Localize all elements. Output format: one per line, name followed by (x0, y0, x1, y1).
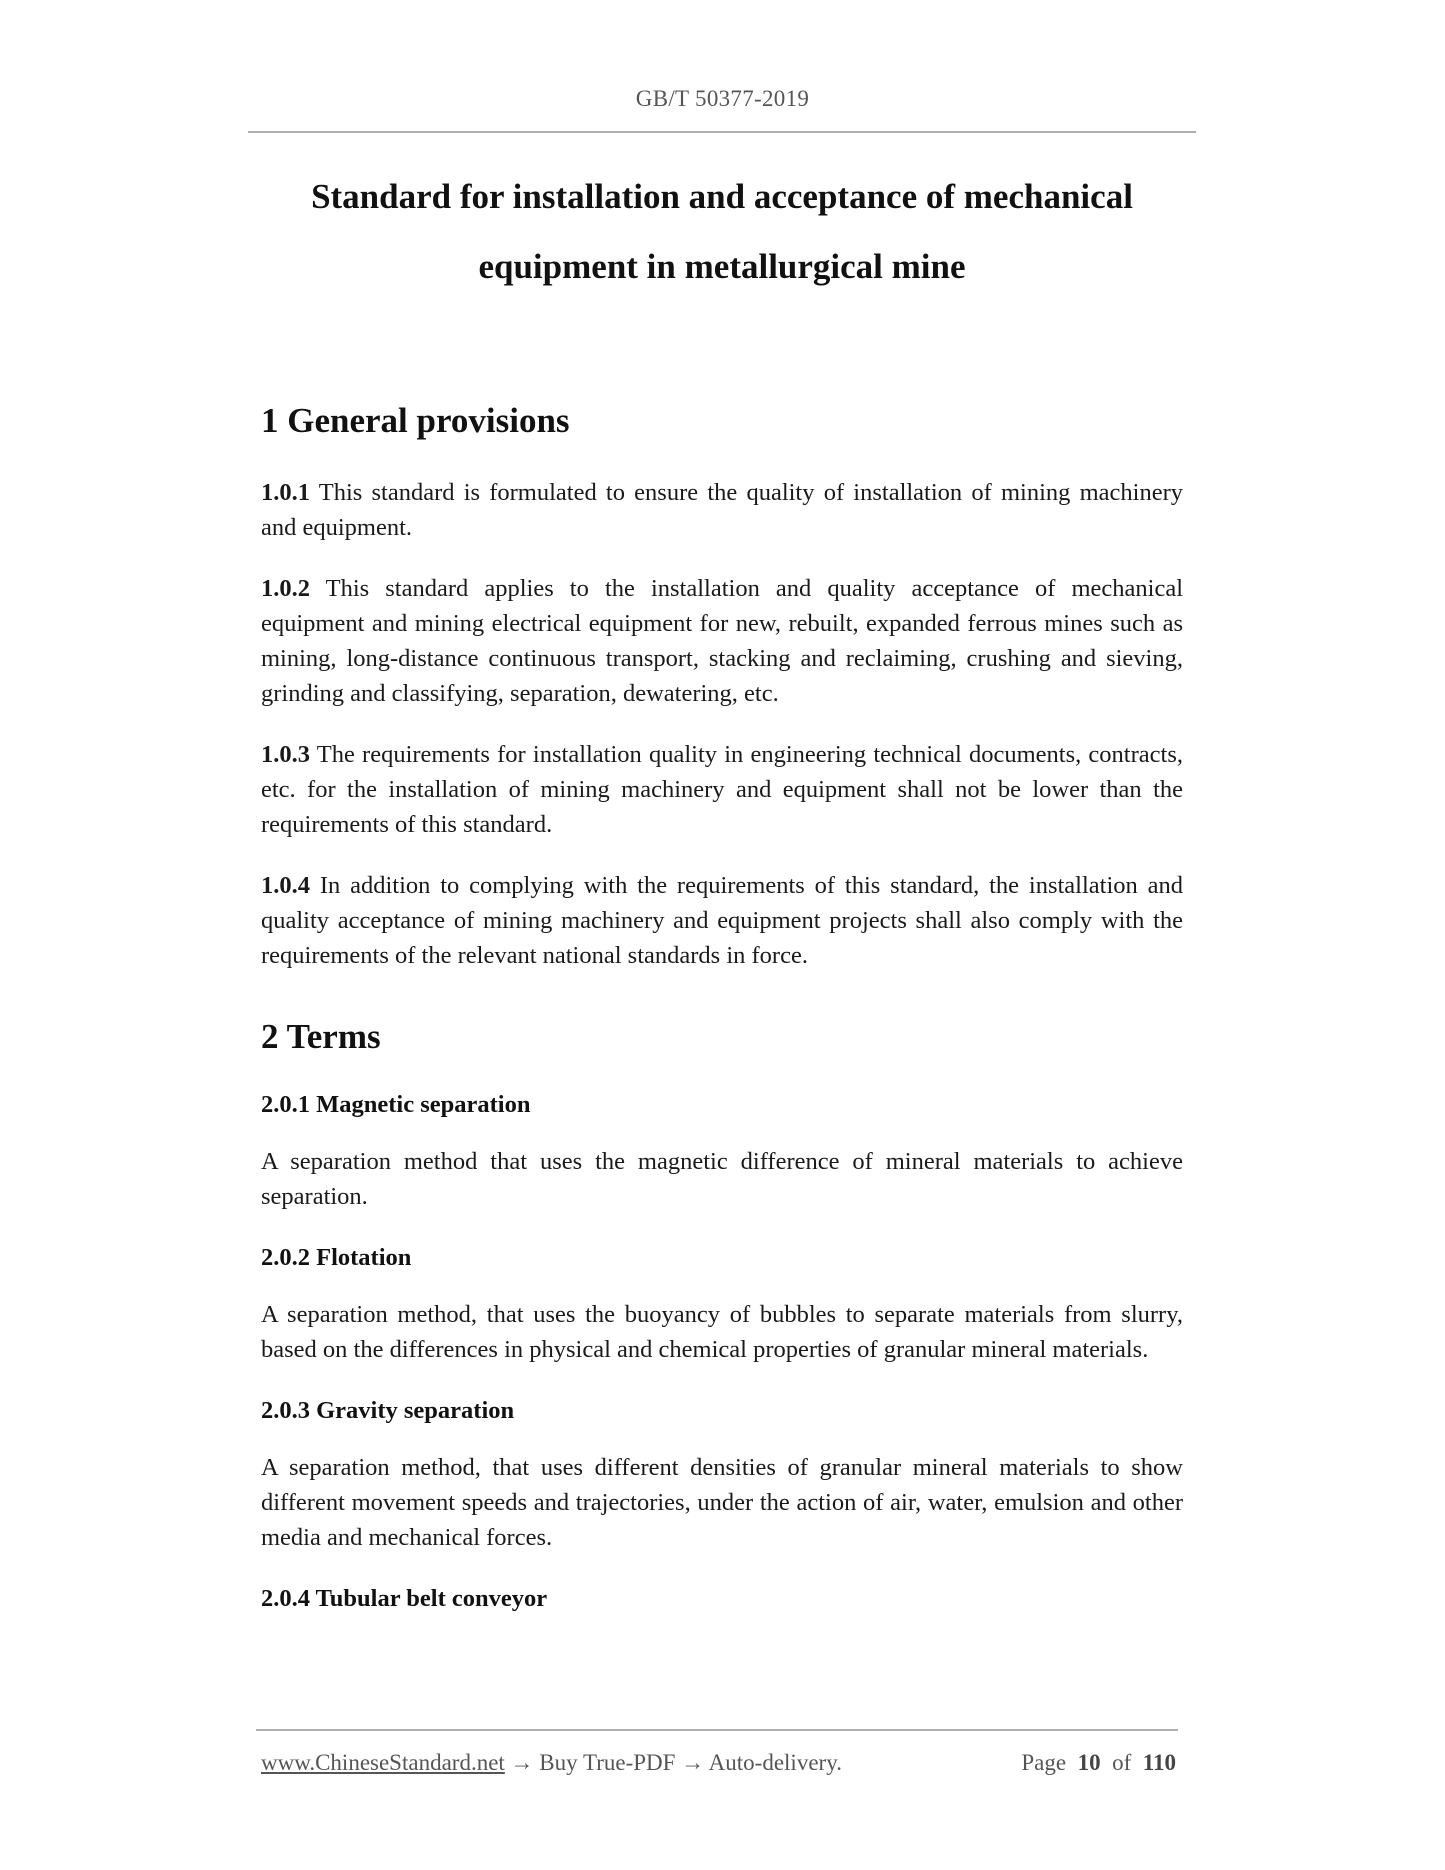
section-heading-general-provisions: 1 General provisions (261, 401, 570, 440)
running-header: GB/T 50377-2019 (635, 86, 810, 111)
clause-text: In addition to complying with the requirements of this standard, the installation and quality acceptance of mining machinery and equipment projects shall also comply with the requirements of the relevant national standards in force. (261, 872, 1183, 969)
term-definition-flotation: A separation method, that uses the buoyancy of bubbles to separate materials from slurry, based on the differences in physical and chemical properties of granular mineral materials. (261, 1301, 1183, 1363)
clause-1-0-2 (261, 571, 1183, 711)
total-page-count: 110 (1142, 1750, 1176, 1775)
clause-1-0-1 (261, 475, 1183, 545)
term-definition-magnetic-separation: A separation method that uses the magnetic difference of mineral materials to achieve separation. (261, 1148, 1183, 1210)
website-link[interactable]: www.ChineseStandard.net (261, 1750, 505, 1775)
clause-number: 1.0.2 (261, 575, 310, 602)
footer-divider (256, 1729, 1178, 1731)
clause-1-0-4 (261, 868, 1183, 973)
clause-number: 1.0.3 (261, 741, 310, 768)
document-title (248, 162, 1196, 302)
arrow-right-icon: → (675, 1750, 709, 1775)
clause-text: This standard applies to the installation and quality acceptance of mechanical equipment and mining electrical equipment for new, rebuilt, expanded ferrous mines such as mining, long-distance continuous transport, stacking and reclaiming, crushing and sieving, grinding and classifying, separation, dewatering, etc. (261, 575, 1183, 707)
clause-1-0-3 (261, 737, 1183, 842)
page-of-label: of (1112, 1750, 1132, 1775)
buy-true-pdf-text: Buy True-PDF (539, 1750, 676, 1775)
main-content (261, 395, 1183, 1638)
document-title-line-2: equipment in metallurgical mine (478, 247, 966, 286)
clause-text: This standard is formulated to ensure the quality of installation of mining machinery and equipment. (261, 479, 1183, 541)
auto-delivery-text: Auto-delivery. (708, 1750, 842, 1775)
document-title-line-1: Standard for installation and acceptance of mechanical (311, 177, 1133, 216)
term-title-flotation: 2.0.2 Flotation (261, 1244, 412, 1271)
term-title-tubular-belt-conveyor: 2.0.4 Tubular belt conveyor (261, 1585, 548, 1612)
term-title-gravity-separation: 2.0.3 Gravity separation (261, 1397, 515, 1424)
term-title-magnetic-separation: 2.0.1 Magnetic separation (261, 1091, 531, 1118)
arrow-right-icon: → (504, 1750, 540, 1775)
footer-promo (261, 1750, 842, 1776)
current-page-number: 10 (1077, 1750, 1101, 1775)
header-divider (248, 131, 1196, 133)
page-indicator (1021, 1750, 1176, 1776)
clause-number: 1.0.1 (261, 479, 310, 506)
clause-text: The requirements for installation quality in engineering technical documents, contracts, etc. for the installation of mining machinery and equipment shall not be lower than the requirements of this standard. (261, 741, 1183, 838)
clause-number: 1.0.4 (261, 872, 310, 899)
term-definition-gravity-separation: A separation method, that uses different densities of granular mineral materials to show different movement speeds and trajectories, under the action of air, water, emulsion and other media and mechanical forces. (261, 1454, 1183, 1551)
page-label: Page (1021, 1750, 1067, 1775)
section-heading-terms: 2 Terms (261, 1017, 381, 1056)
